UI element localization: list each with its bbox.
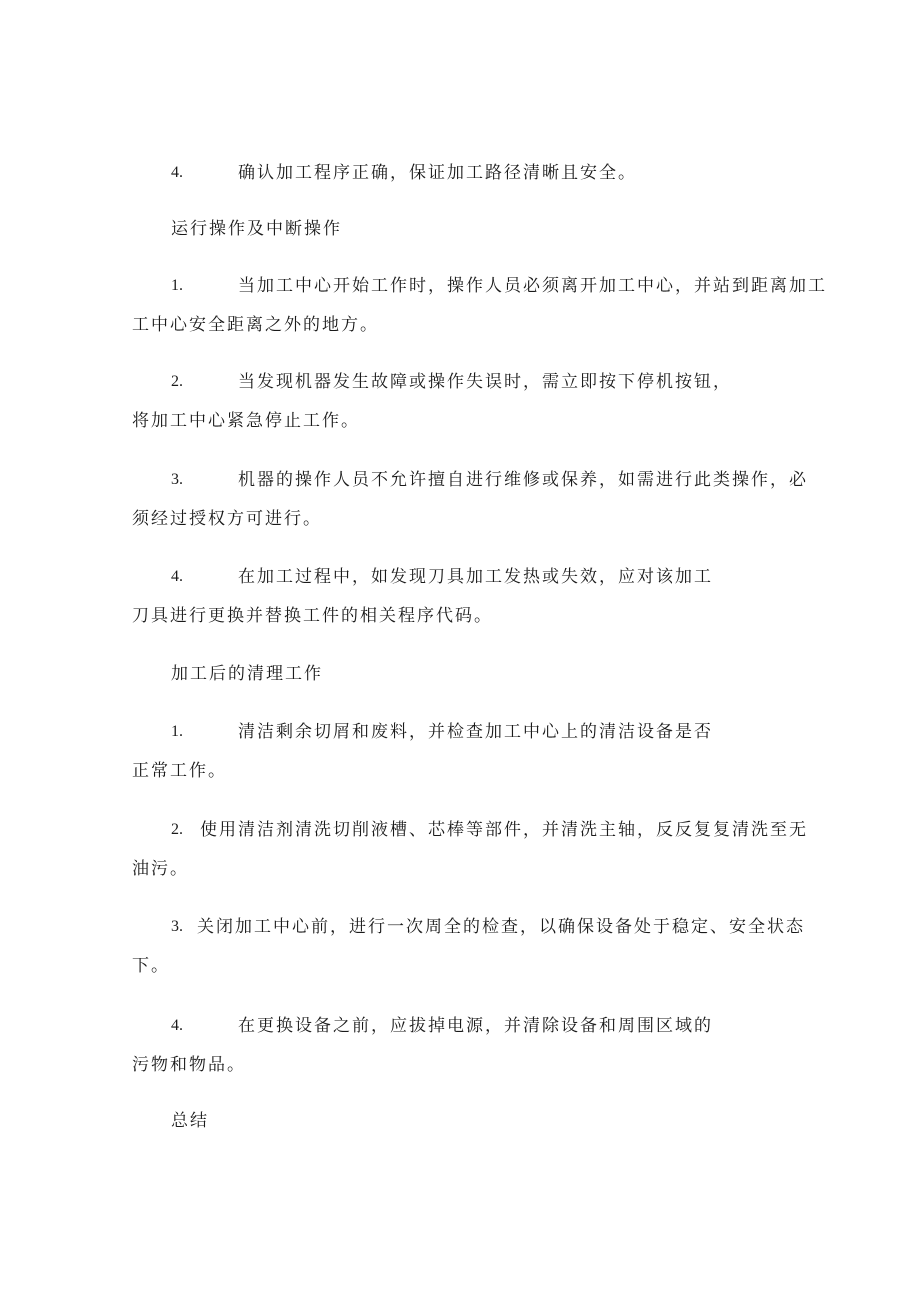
section-heading: 运行操作及中断操作 <box>171 219 342 239</box>
section-heading: 加工后的清理工作 <box>171 664 323 684</box>
list-item-text: 清洁剩余切屑和废料，并检查加工中心上的清洁设备是否 <box>238 722 713 742</box>
list-number: 3. <box>171 918 183 935</box>
list-item-text: 在更换设备之前，应拔掉电源，并清除设备和周围区域的 <box>238 1016 713 1036</box>
section-heading: 总结 <box>171 1111 209 1131</box>
list-item-continuation: 油污。 <box>132 859 189 879</box>
list-number: 1. <box>171 723 183 740</box>
list-item-text: 在加工过程中，如发现刀具加工发热或失效，应对该加工 <box>238 567 713 587</box>
list-item-text: 当加工中心开始工作时，操作人员必须离开加工中心，并站到距离加工 <box>238 276 827 296</box>
list-item-text: 确认加工程序正确，保证加工路径清晰且安全。 <box>238 163 637 183</box>
list-item-text: 关闭加工中心前，进行一次周全的检查，以确保设备处于稳定、安全状态 <box>197 917 805 937</box>
list-number: 2. <box>171 821 183 838</box>
list-item-text: 当发现机器发生故障或操作失误时，需立即按下停机按钮， <box>238 372 732 392</box>
list-item-continuation: 工中心安全距离之外的地方。 <box>132 315 379 335</box>
list-number: 4. <box>171 1017 183 1034</box>
list-item-text: 使用清洁剂清洗切削液槽、芯棒等部件，并清洗主轴，反反复复清洗至无 <box>200 820 808 840</box>
list-number: 4. <box>171 164 183 181</box>
list-number: 2. <box>171 373 183 390</box>
list-number: 1. <box>171 277 183 294</box>
list-item-continuation: 须经过授权方可进行。 <box>132 509 322 529</box>
list-number: 4. <box>171 568 183 585</box>
list-item-continuation: 将加工中心紧急停止工作。 <box>132 411 360 431</box>
list-item-continuation: 下。 <box>132 956 170 976</box>
list-number: 3. <box>171 471 183 488</box>
list-item-continuation: 刀具进行更换并替换工件的相关程序代码。 <box>132 606 493 626</box>
list-item-continuation: 污物和物品。 <box>132 1055 246 1075</box>
list-item-continuation: 正常工作。 <box>132 761 227 781</box>
list-item-text: 机器的操作人员不允许擅自进行维修或保养，如需进行此类操作，必 <box>238 470 808 490</box>
